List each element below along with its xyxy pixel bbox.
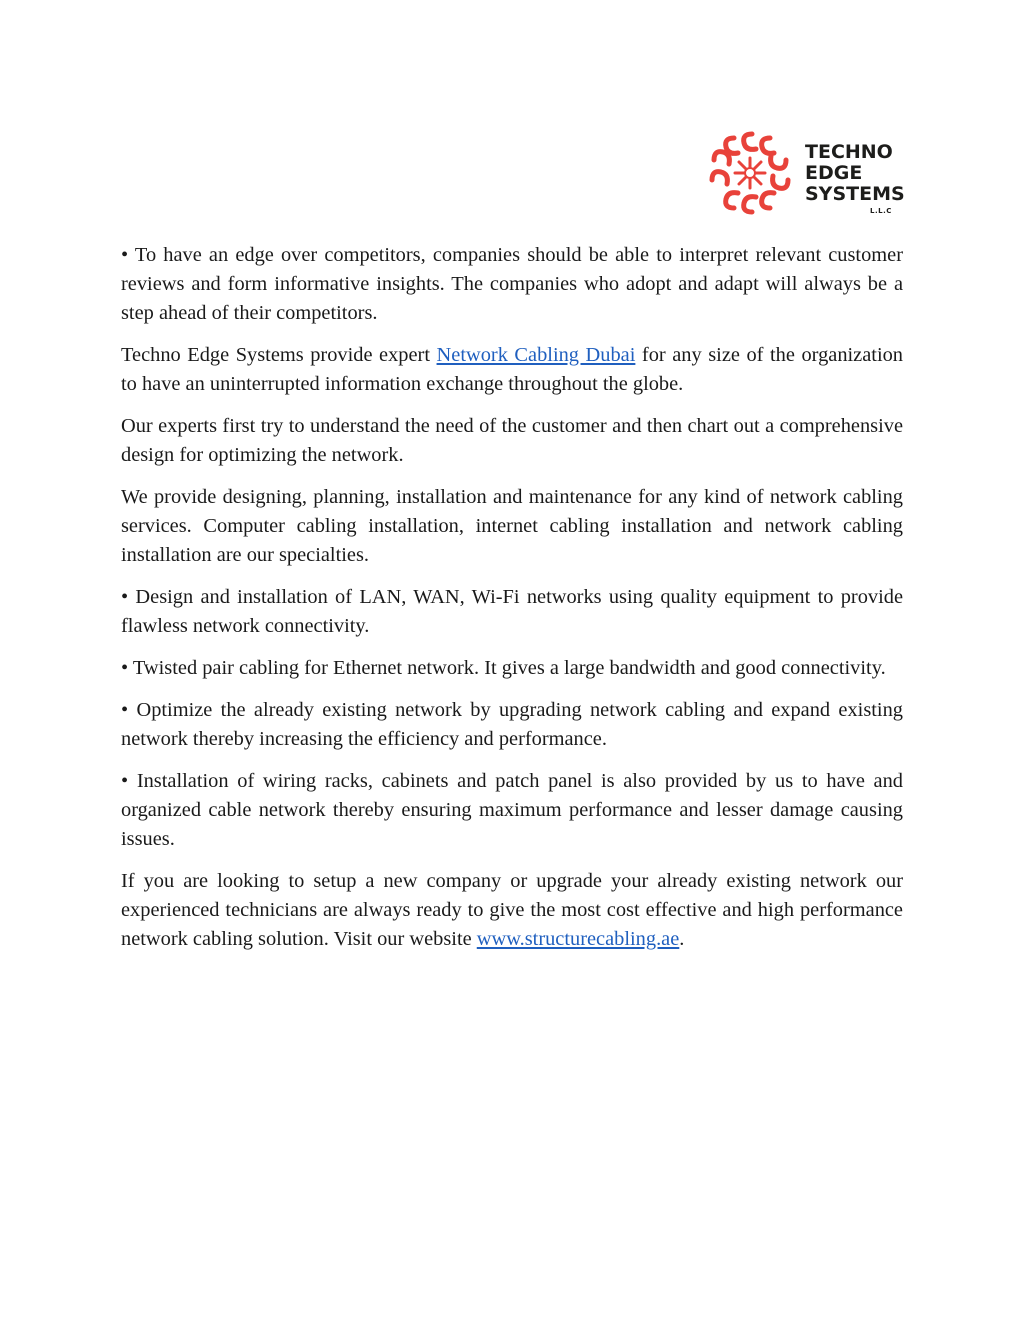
- paragraph-intro: Techno Edge Systems provide expert Network Cabling Dubai for any size of the organization to have an uninterrupted information exchange throughout the globe.: [121, 344, 903, 395]
- paragraph-experts: Our experts first try to understand the need of the customer and then chart out a comprehensive design for optimizing the network.: [121, 415, 903, 466]
- snowflake-knot-icon: [704, 128, 796, 218]
- network-cabling-dubai-link[interactable]: Network Cabling Dubai: [436, 344, 636, 366]
- logo-line-edge: EDGE: [805, 162, 863, 184]
- paragraph-services: We provide designing, planning, installation and maintenance for any kind of network cabling services. Computer cabling installation, internet cabling installation and network cabling installation are our specialties.: [121, 486, 903, 566]
- paragraph-competitors: • To have an edge over competitors, companies should be able to interpret relevant customer reviews and form informative insights. The companies who adopt and adapt will always be a step ahead of their competitors.: [121, 244, 903, 324]
- company-logo: [704, 128, 904, 218]
- paragraph-wiring-racks: • Installation of wiring racks, cabinets and patch panel is also provided by us to have and organized cable network thereby ensuring maximum performance and lesser damage causing issues.: [121, 770, 903, 850]
- paragraph-lan-wan: • Design and installation of LAN, WAN, Wi-Fi networks using quality equipment to provide flawless network connectivity.: [121, 586, 903, 637]
- logo-line-systems: SYSTEMS: [805, 183, 905, 205]
- paragraph-closing: If you are looking to setup a new company or upgrade your already existing network our experienced technicians are always ready to give the most cost effective and high performance network cabling solution. Visit our website www.structurecabling.ae.: [121, 870, 903, 950]
- document-body: [121, 241, 903, 967]
- website-link[interactable]: www.structurecabling.ae: [476, 928, 680, 950]
- logo-wordmark: [805, 142, 905, 205]
- logo-line-techno: TECHNO: [805, 141, 893, 163]
- logo-llc: L.L.C: [870, 207, 892, 215]
- paragraph-optimize: • Optimize the already existing network by upgrading network cabling and expand existing network thereby increasing the efficiency and performance.: [121, 699, 903, 750]
- paragraph-twisted-pair: • Twisted pair cabling for Ethernet network. It gives a large bandwidth and good connectivity.: [121, 657, 886, 679]
